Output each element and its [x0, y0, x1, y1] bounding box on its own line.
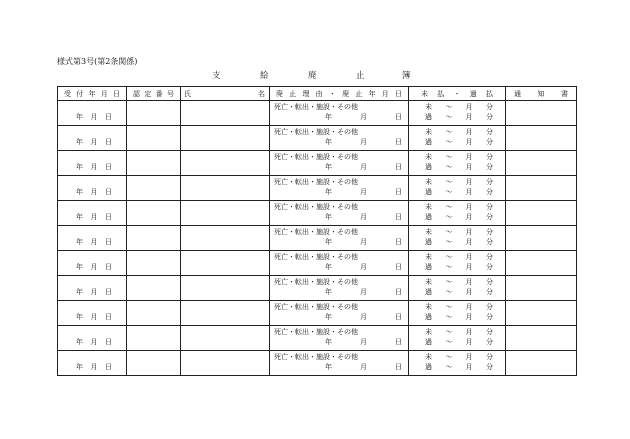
cert-number-cell[interactable] — [127, 101, 181, 126]
notice-cell[interactable] — [506, 176, 577, 201]
notice-cell[interactable] — [506, 326, 577, 351]
ledger-table — [57, 86, 577, 376]
name-cell[interactable] — [181, 276, 270, 301]
reason-options: 死亡・転出・施設・その他 — [274, 253, 358, 261]
reason-cell[interactable]: 死亡・転出・施設・その他 年 月 日 — [270, 101, 409, 126]
header-notice: 通 知 書 — [506, 87, 577, 101]
notice-cell[interactable] — [506, 201, 577, 226]
notice-cell[interactable] — [506, 301, 577, 326]
form-label: 様式第3号(第2条関係) — [57, 57, 138, 66]
reason-options: 死亡・転出・施設・その他 — [274, 278, 358, 286]
title-char: 簿 — [402, 71, 411, 81]
received-date-cell[interactable]: 年 月 日 — [58, 101, 127, 126]
unpaid-overpaid-cell[interactable]: 未 ～ 月 分 過 ～ 月 分 — [409, 276, 506, 301]
unpaid-overpaid-cell[interactable]: 未 ～ 月 分 過 ～ 月 分 — [409, 326, 506, 351]
table-row — [58, 126, 577, 151]
name-cell[interactable] — [181, 251, 270, 276]
notice-cell[interactable] — [506, 226, 577, 251]
header-name: 氏 名 — [181, 87, 270, 101]
unpaid-overpaid-cell[interactable]: 未 ～ 月 分 過 ～ 月 分 — [409, 351, 506, 376]
cert-number-cell[interactable] — [127, 301, 181, 326]
received-date-cell[interactable]: 年 月 日 — [58, 126, 127, 151]
cert-number-cell[interactable] — [127, 276, 181, 301]
table-row — [58, 351, 577, 376]
name-cell[interactable] — [181, 326, 270, 351]
table-row — [58, 176, 577, 201]
name-cell[interactable] — [181, 151, 270, 176]
cert-number-cell[interactable] — [127, 201, 181, 226]
ledger-title — [212, 69, 412, 81]
cert-number-cell[interactable] — [127, 176, 181, 201]
name-cell[interactable] — [181, 351, 270, 376]
name-cell[interactable] — [181, 226, 270, 251]
name-cell[interactable] — [181, 201, 270, 226]
cert-number-cell[interactable] — [127, 226, 181, 251]
unpaid-overpaid-cell[interactable]: 未 ～ 月 分 過 ～ 月 分 — [409, 101, 506, 126]
reason-options: 死亡・転出・施設・その他 — [274, 228, 358, 236]
reason-cell[interactable]: 死亡・転出・施設・その他 年 月 日 — [270, 301, 409, 326]
reason-options: 死亡・転出・施設・その他 — [274, 178, 358, 186]
reason-options: 死亡・転出・施設・その他 — [274, 303, 358, 311]
reason-options: 死亡・転出・施設・その他 — [274, 153, 358, 161]
reason-cell[interactable]: 死亡・転出・施設・その他 年 月 日 — [270, 276, 409, 301]
received-date-cell[interactable]: 年 月 日 — [58, 201, 127, 226]
notice-cell[interactable] — [506, 351, 577, 376]
received-date-cell[interactable]: 年 月 日 — [58, 176, 127, 201]
table-row — [58, 226, 577, 251]
unpaid-overpaid-cell[interactable]: 未 ～ 月 分 過 ～ 月 分 — [409, 201, 506, 226]
received-date-cell[interactable]: 年 月 日 — [58, 351, 127, 376]
unpaid-overpaid-cell[interactable]: 未 ～ 月 分 過 ～ 月 分 — [409, 301, 506, 326]
received-date-cell[interactable]: 年 月 日 — [58, 251, 127, 276]
notice-cell[interactable] — [506, 251, 577, 276]
reason-cell[interactable]: 死亡・転出・施設・その他 年 月 日 — [270, 176, 409, 201]
reason-options: 死亡・転出・施設・その他 — [274, 103, 358, 111]
title-char: 支 — [212, 71, 221, 81]
unpaid-overpaid-cell[interactable]: 未 ～ 月 分 過 ～ 月 分 — [409, 176, 506, 201]
name-cell[interactable] — [181, 126, 270, 151]
received-date-cell[interactable]: 年 月 日 — [58, 326, 127, 351]
received-date-cell[interactable]: 年 月 日 — [58, 276, 127, 301]
table-row — [58, 101, 577, 126]
received-date-cell[interactable]: 年 月 日 — [58, 151, 127, 176]
reason-cell[interactable]: 死亡・転出・施設・その他 年 月 日 — [270, 201, 409, 226]
unpaid-overpaid-cell[interactable]: 未 ～ 月 分 過 ～ 月 分 — [409, 126, 506, 151]
table-row — [58, 326, 577, 351]
cert-number-cell[interactable] — [127, 251, 181, 276]
notice-cell[interactable] — [506, 101, 577, 126]
header-row — [58, 87, 577, 101]
header-cert-number: 認 定 番 号 — [127, 87, 181, 101]
table-row — [58, 276, 577, 301]
name-cell[interactable] — [181, 301, 270, 326]
cert-number-cell[interactable] — [127, 326, 181, 351]
table-row — [58, 151, 577, 176]
reason-cell[interactable]: 死亡・転出・施設・その他 年 月 日 — [270, 126, 409, 151]
reason-cell[interactable]: 死亡・転出・施設・その他 年 月 日 — [270, 351, 409, 376]
cert-number-cell[interactable] — [127, 151, 181, 176]
cert-number-cell[interactable] — [127, 351, 181, 376]
unpaid-overpaid-cell[interactable]: 未 ～ 月 分 過 ～ 月 分 — [409, 151, 506, 176]
reason-options: 死亡・転出・施設・その他 — [274, 203, 358, 211]
cert-number-cell[interactable] — [127, 126, 181, 151]
reason-cell[interactable]: 死亡・転出・施設・その他 年 月 日 — [270, 251, 409, 276]
unpaid-overpaid-cell[interactable]: 未 ～ 月 分 過 ～ 月 分 — [409, 226, 506, 251]
reason-options: 死亡・転出・施設・その他 — [274, 353, 358, 361]
header-received-date: 受 付 年 月 日 — [58, 87, 127, 101]
name-cell[interactable] — [181, 101, 270, 126]
table-row — [58, 301, 577, 326]
name-cell[interactable] — [181, 176, 270, 201]
reason-cell[interactable]: 死亡・転出・施設・その他 年 月 日 — [270, 226, 409, 251]
reason-cell[interactable]: 死亡・転出・施設・その他 年 月 日 — [270, 151, 409, 176]
table-row — [58, 201, 577, 226]
reason-options: 死亡・転出・施設・その他 — [274, 128, 358, 136]
header-reason: 廃 止 理 由 ・ 廃 止 年 月 日 — [270, 87, 409, 101]
reason-cell[interactable]: 死亡・転出・施設・その他 年 月 日 — [270, 326, 409, 351]
notice-cell[interactable] — [506, 126, 577, 151]
table-row — [58, 251, 577, 276]
title-char: 給 — [260, 71, 269, 81]
unpaid-overpaid-cell[interactable]: 未 ～ 月 分 過 ～ 月 分 — [409, 251, 506, 276]
received-date-cell[interactable]: 年 月 日 — [58, 301, 127, 326]
reason-options: 死亡・転出・施設・その他 — [274, 328, 358, 336]
title-char: 廃 — [308, 71, 317, 81]
notice-cell[interactable] — [506, 276, 577, 301]
received-date-cell[interactable]: 年 月 日 — [58, 226, 127, 251]
header-unpaid-overpaid: 未 払 ・ 過 払 — [409, 87, 506, 101]
title-char: 止 — [356, 71, 365, 81]
notice-cell[interactable] — [506, 151, 577, 176]
